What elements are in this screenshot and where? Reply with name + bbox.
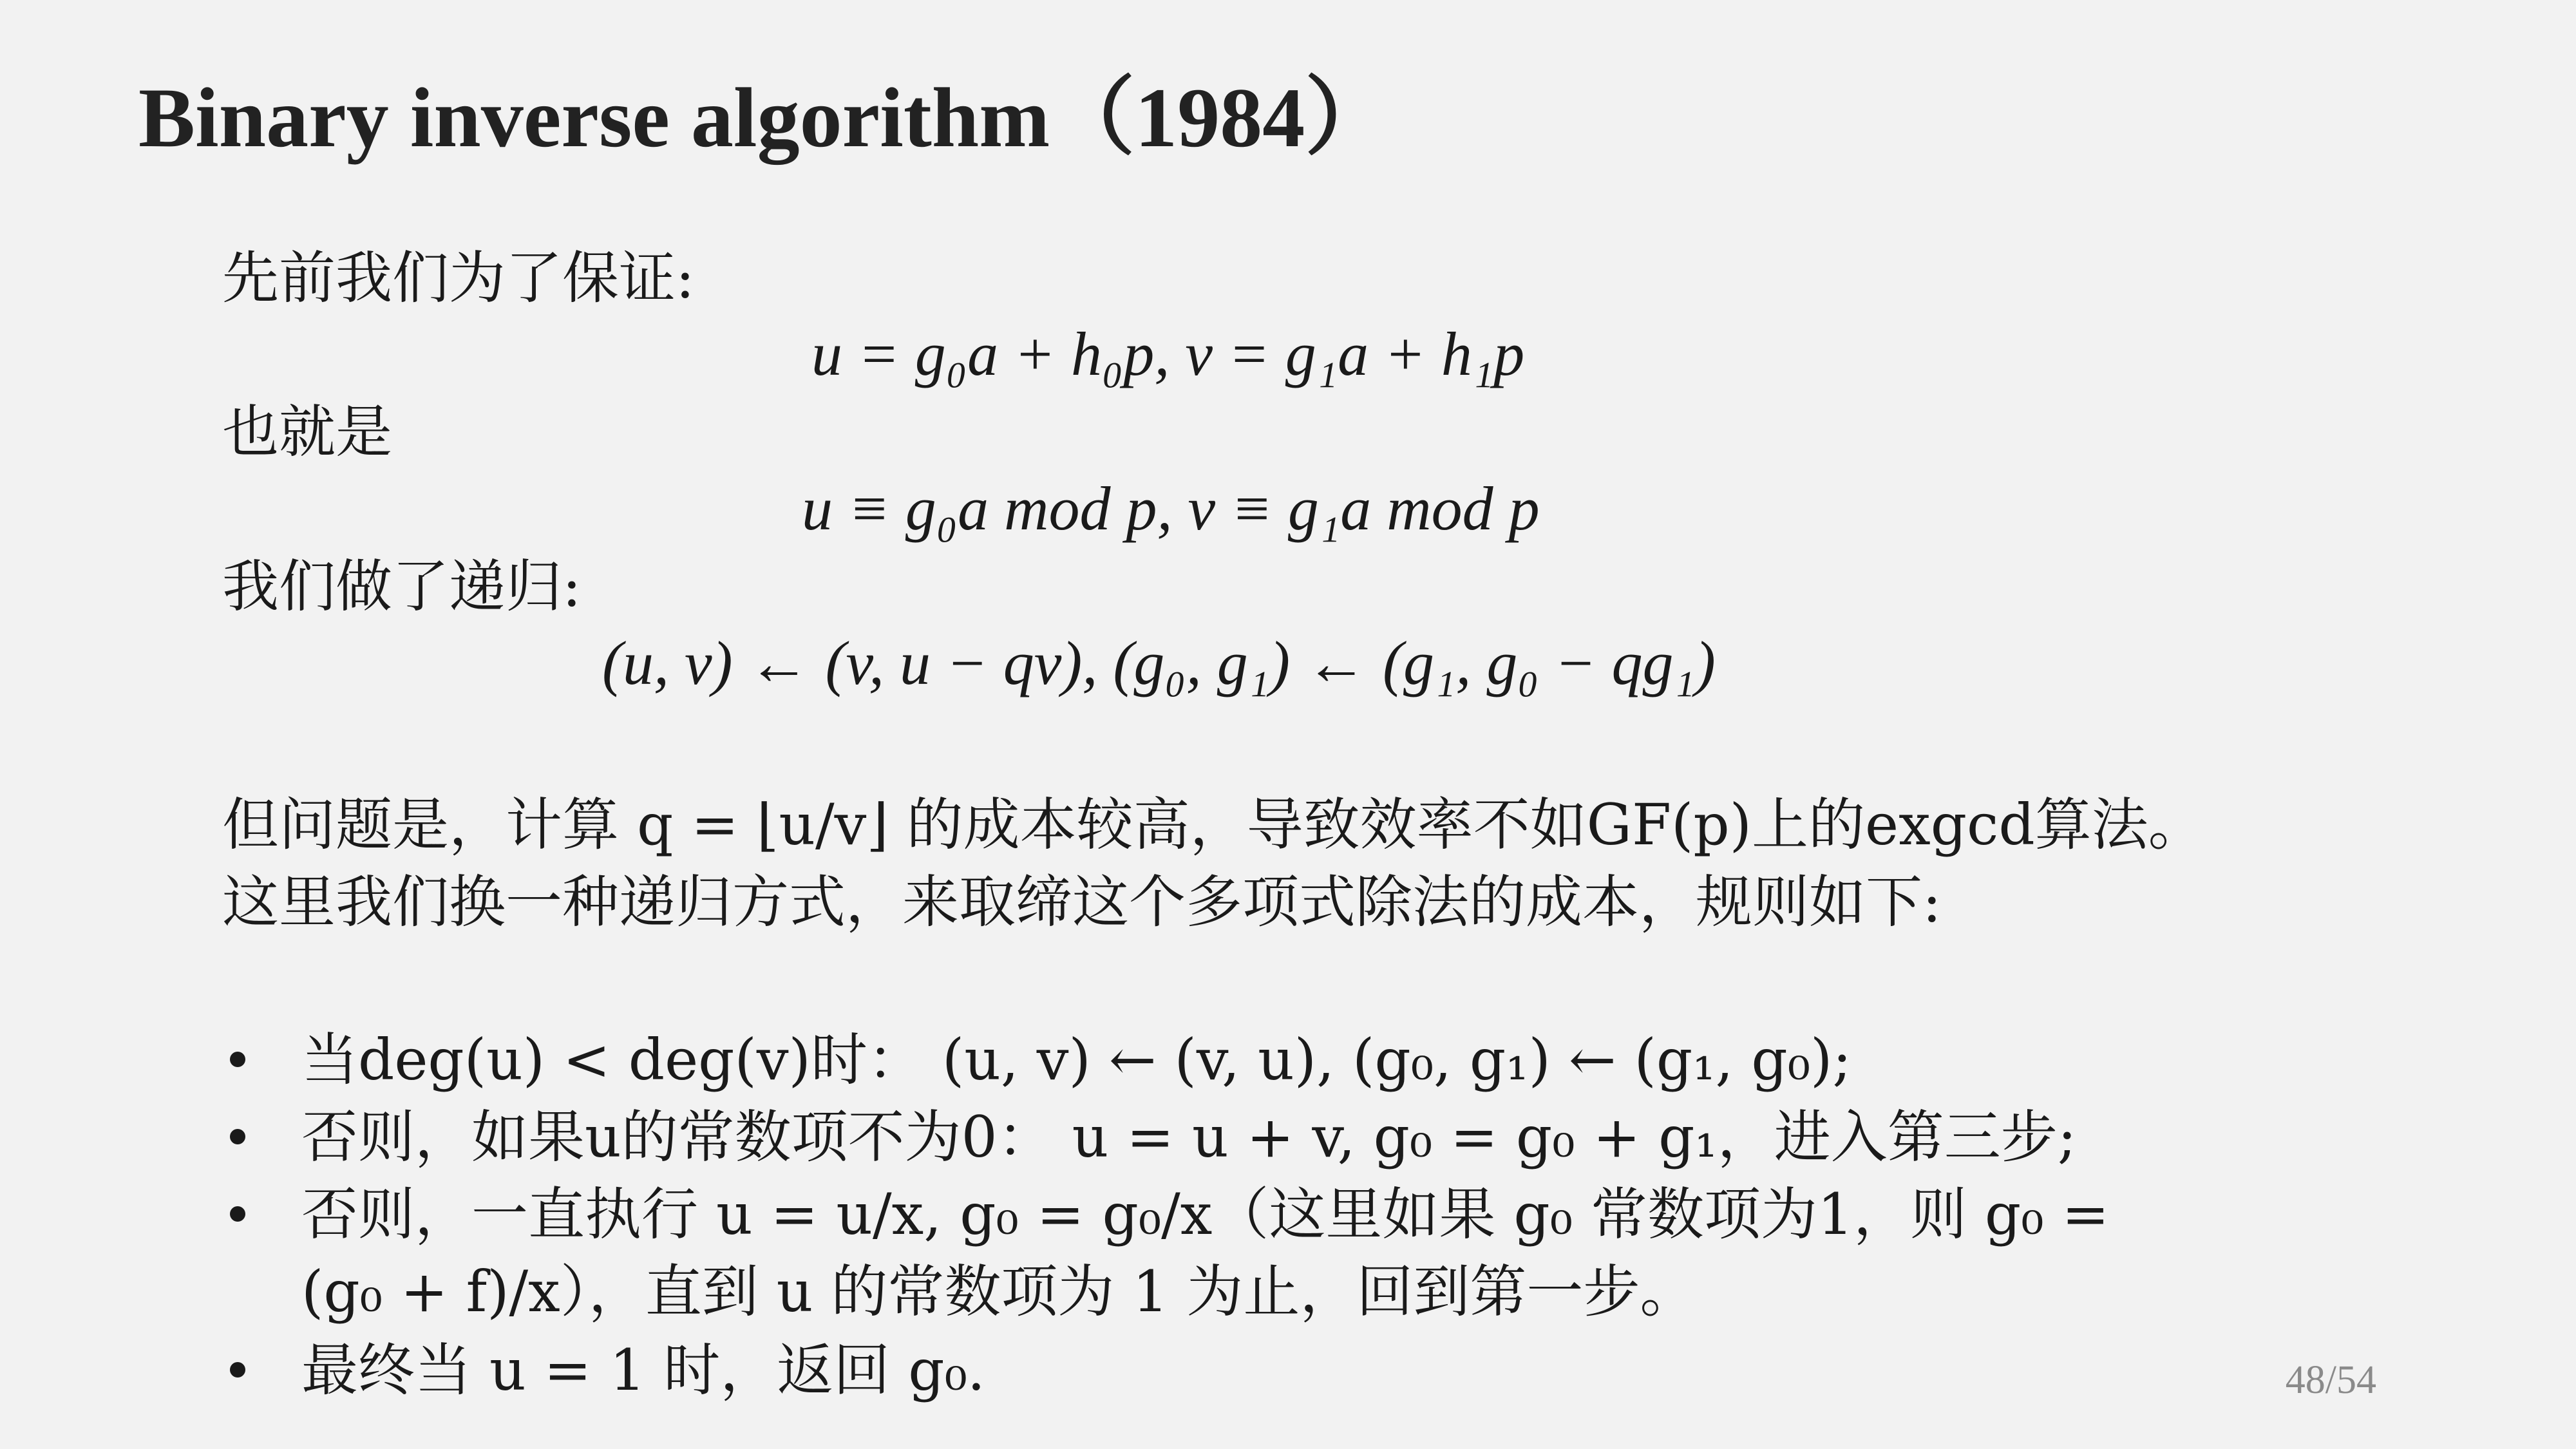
equation-3: (u, v) ← (v, u − qv), (g₀, g₁) ← (g₁, g₀ − qg₁) — [602, 629, 1716, 697]
bullet-dot — [230, 1052, 245, 1067]
bullet-3-continuation: (g₀ + f)/x），直到 u 的常数项为 1 为止，回到第一步。 — [301, 1258, 1697, 1325]
problem-text: 但问题是，计算 q = ⌊u/v⌋ 的成本较高，导致效率不如GF(p)上的exgcd算法。 — [222, 791, 2205, 858]
intro-label: 先前我们为了保证: — [222, 245, 695, 311]
replace-text: 这里我们换一种递归方式，来取缔这个多项式除法的成本，规则如下: — [222, 869, 1942, 935]
equation-1: u = g₀a + h₀p, v = g₁a + h₁p — [811, 319, 1525, 388]
bullet-1: 当deg(u) < deg(v)时： (u, v) ← (v, u), (g₀, g₁) ← (g₁, g₀); — [301, 1027, 1852, 1093]
slide-title: Binary inverse algorithm（1984） — [138, 70, 1390, 165]
also-label: 也就是 — [222, 399, 393, 465]
bullet-3: 否则，一直执行 u = u/x, g₀ = g₀/x（这里如果 g₀ 常数项为1，则 g₀ = — [301, 1181, 2110, 1247]
bullet-dot — [230, 1362, 245, 1378]
bullet-dot — [230, 1206, 245, 1222]
bullet-dot — [230, 1129, 245, 1144]
bullet-2: 否则，如果u的常数项不为0： u = u + v, g₀ = g₀ + g₁，进入第三步; — [301, 1104, 2077, 1170]
page-number: 48/54 — [2285, 1358, 2376, 1402]
bullet-4: 最终当 u = 1 时，返回 g₀. — [301, 1337, 985, 1403]
recursion-label: 我们做了递归: — [222, 553, 582, 620]
equation-2: u ≡ g₀a mod p, v ≡ g₁a mod p — [802, 474, 1540, 543]
